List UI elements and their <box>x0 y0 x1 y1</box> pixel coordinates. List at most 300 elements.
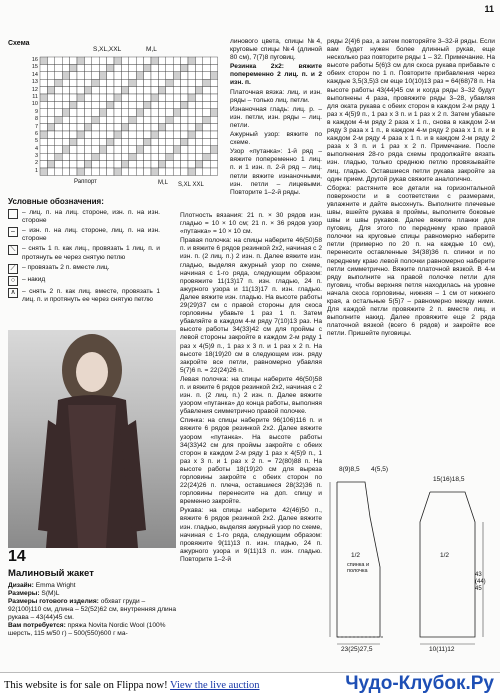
chart-row-number: 8 <box>34 116 38 123</box>
chart-cell <box>107 116 114 123</box>
chart-cell <box>107 94 114 101</box>
diagram-half-right: 1/2 <box>440 552 450 559</box>
chart-cell <box>99 72 106 79</box>
chart-cell <box>166 87 173 94</box>
chart-cell <box>195 101 202 108</box>
chart-cell <box>158 124 165 131</box>
chart-row-number: 11 <box>32 93 38 100</box>
chart-cell <box>55 72 62 79</box>
chart-cell <box>151 146 158 153</box>
chart-cell <box>151 138 158 145</box>
finished-line <box>8 598 178 622</box>
chart-cell <box>99 131 106 138</box>
chart-cell <box>136 116 143 123</box>
chart-cell <box>129 94 136 101</box>
chart-cell <box>203 153 210 160</box>
chart-cell <box>144 64 151 71</box>
chart-cell <box>210 94 217 101</box>
chart-cell <box>47 138 54 145</box>
chart-cell <box>99 153 106 160</box>
page-number: 11 <box>484 4 494 14</box>
chart-cell <box>99 101 106 108</box>
knitting-chart <box>8 40 223 190</box>
chart-cell <box>107 153 114 160</box>
paragraph: Спинка: на спицы наберите 96(106)116 п. и вяжите 6 рядов резинкой 2х2. Далее вяжите узором «путанка». На высоте работы 34(33)42 см для проймы закройте с обеих сторон в каждом 2-м ряду 1 раз х 4(5)9 п., 1 раз х 3 п. и 1 раз х 2 п. = 72(80)88 п. На высоте работы 18(19)20 см для выреза горловины закройте с обеих сторон по 22(24)26 п. плеча, оставшиеся 28(32)36 п. горловины перенесите на доп. спицу и временно закройте. <box>180 417 322 506</box>
chart-cell <box>92 168 99 175</box>
chart-cell <box>121 131 128 138</box>
chart-cell <box>173 138 180 145</box>
chart-cell <box>107 72 114 79</box>
chart-cell <box>203 131 210 138</box>
legend-item <box>8 264 160 274</box>
chart-cell <box>173 64 180 71</box>
chart-cell <box>121 79 128 86</box>
diagram-measure: 45 <box>475 586 482 592</box>
chart-cell <box>121 64 128 71</box>
chart-cell <box>210 124 217 131</box>
chart-cell <box>188 131 195 138</box>
chart-cell <box>92 87 99 94</box>
chart-cell <box>188 87 195 94</box>
chart-row-number: 5 <box>34 138 38 145</box>
chart-cell <box>77 57 84 64</box>
chart-cell <box>166 57 173 64</box>
chart-cell <box>92 124 99 131</box>
chart-cell <box>40 153 47 160</box>
chart-cell <box>114 124 121 131</box>
chart-cell <box>107 168 114 175</box>
chart-cell <box>62 109 69 116</box>
chart-cell <box>47 146 54 153</box>
chart-cell <box>70 168 77 175</box>
chart-cell <box>144 79 151 86</box>
chart-cell <box>114 79 121 86</box>
chart-cell <box>84 57 91 64</box>
chart-cell <box>195 161 202 168</box>
chart-cell <box>77 79 84 86</box>
chart-cell <box>181 57 188 64</box>
chart-cell <box>77 94 84 101</box>
chart-cell <box>55 124 62 131</box>
chart-cell <box>203 64 210 71</box>
chart-cell <box>203 87 210 94</box>
chart-cell <box>203 161 210 168</box>
chart-cell <box>77 153 84 160</box>
chart-cell <box>181 72 188 79</box>
chart-cell <box>173 168 180 175</box>
chart-cell <box>173 79 180 86</box>
chart-row-number: 10 <box>31 101 38 108</box>
chart-cell <box>114 101 121 108</box>
purl-symbol-icon: – <box>8 227 18 237</box>
chart-cell <box>188 138 195 145</box>
chart-cell <box>181 131 188 138</box>
chart-cell <box>181 64 188 71</box>
diagram-bottom-right: 10(11)12 <box>429 646 455 653</box>
chart-cell <box>62 101 69 108</box>
chart-cell <box>70 161 77 168</box>
chart-cell <box>210 161 217 168</box>
chart-cell <box>136 94 143 101</box>
flippa-notice <box>4 680 260 691</box>
project-title: Малиновый жакет <box>8 568 94 579</box>
paragraph: Плотность вязания: 21 п. × 30 рядов изн. гладью = 10 × 10 см; 21 п. × 36 рядов узор «путанка» = 10 × 10 см. <box>180 212 322 236</box>
finished-label: Размеры готового изделия: <box>8 598 99 605</box>
chart-cell <box>92 138 99 145</box>
chart-cell <box>151 101 158 108</box>
legend-title: Условные обозначения: <box>8 197 104 206</box>
chart-cell <box>92 109 99 116</box>
project-number: 14 <box>8 548 26 565</box>
chart-cell <box>151 131 158 138</box>
chart-cell <box>188 124 195 131</box>
chart-cell <box>136 64 143 71</box>
chart-cell <box>129 79 136 86</box>
chart-cell <box>77 124 84 131</box>
yarn-over-icon: ○ <box>8 276 18 286</box>
chart-cell <box>92 161 99 168</box>
chart-cell <box>99 161 106 168</box>
chart-cell <box>158 101 165 108</box>
chart-row-number: 1 <box>34 167 38 174</box>
chart-cell <box>203 57 210 64</box>
chart-cell <box>144 94 151 101</box>
design-label: Дизайн: <box>8 582 34 589</box>
chart-size-m: M,L <box>146 46 157 53</box>
chart-cell <box>181 79 188 86</box>
chart-cell <box>70 64 77 71</box>
chart-cell <box>158 79 165 86</box>
chart-cell <box>188 146 195 153</box>
chart-cell <box>210 168 217 175</box>
chart-cell <box>84 161 91 168</box>
chart-title: Схема <box>8 40 30 47</box>
chart-cell <box>114 57 121 64</box>
chart-cell <box>121 57 128 64</box>
chart-cell <box>77 161 84 168</box>
chart-cell <box>92 57 99 64</box>
chart-cell <box>144 116 151 123</box>
chart-cell <box>136 109 143 116</box>
chart-cell <box>203 101 210 108</box>
chart-cell <box>99 94 106 101</box>
text-column-3 <box>327 38 495 458</box>
chart-cell <box>55 94 62 101</box>
chart-cell <box>55 64 62 71</box>
chart-cell <box>203 116 210 123</box>
needed-label: Вам потребуется: <box>8 622 66 629</box>
chart-cell <box>55 109 62 116</box>
chart-cell <box>84 116 91 123</box>
sizes-line <box>8 590 178 598</box>
chart-cell <box>136 72 143 79</box>
chart-cell <box>166 131 173 138</box>
chart-cell <box>121 124 128 131</box>
chart-row-numbers <box>26 57 38 175</box>
chart-cell <box>151 161 158 168</box>
chart-cell <box>84 153 91 160</box>
chart-cell <box>173 153 180 160</box>
chart-cell <box>188 79 195 86</box>
chart-cell <box>121 161 128 168</box>
chart-cell <box>107 79 114 86</box>
chart-cell <box>47 64 54 71</box>
chart-cell <box>114 146 121 153</box>
chart-cell <box>121 109 128 116</box>
chart-cell <box>47 109 54 116</box>
chart-cell <box>188 101 195 108</box>
sizes-value: S(M)L <box>41 590 60 597</box>
chart-cell <box>144 109 151 116</box>
chart-cell <box>166 116 173 123</box>
chart-cell <box>114 131 121 138</box>
chart-cell <box>77 72 84 79</box>
chart-cell <box>188 116 195 123</box>
chart-cell <box>210 146 217 153</box>
chart-cell <box>210 101 217 108</box>
chart-cell <box>55 57 62 64</box>
chart-cell <box>210 64 217 71</box>
chart-cell <box>47 124 54 131</box>
chart-cell <box>77 146 84 153</box>
chart-cell <box>84 138 91 145</box>
diagram-measure: 43 <box>475 572 482 578</box>
paragraph: Правая полочка: на спицы наберите 46(50)58 п. и вяжите 6 рядов резинкой 2х2, начиная с 2 изн. п. (2 лиц. п.) 2 изн. п. Далее вяжите изн. гладью, выделяя ажурный узор по схеме, начиная с 1-го ряда, следующим образом: провяжите 11(13)17 п. изн. гладью, 24 п. ажурного узора и 11(13)17 п. изн. гладью. Далее вяжите изн. гладью. На высоте работы 29(29)37 см с правой стороны для скоса горловины убавьте 1 раз 1 п. Затем убавляйте в каждом 4-м ряду 7(10)13 раз. На высоте работы 34(33)42 см для проймы с левой стороны закройте в каждом 2-м ряду 1 раз х 4(5)9 п., 1 раз х 3 п. и 1 раз х 2 п. На высоте 18(19)20 см в следующем изн. ряду закройте все петли, равномерно убавляя 5(7)6 п. = 22(24)26 п. <box>180 237 322 374</box>
chart-cell <box>55 87 62 94</box>
chart-cell <box>70 124 77 131</box>
chart-cell <box>158 57 165 64</box>
legend-text: – изн. п. на лиц. стороне, лиц. п. на изн. стороне <box>22 227 160 243</box>
chart-cell <box>70 131 77 138</box>
chart-cell <box>158 109 165 116</box>
chart-cell <box>181 153 188 160</box>
chart-cell <box>129 72 136 79</box>
chart-cell <box>195 72 202 79</box>
chart-cell <box>121 168 128 175</box>
chart-cell <box>181 101 188 108</box>
design-value: Emma Wright <box>35 582 76 589</box>
chart-cell <box>70 109 77 116</box>
chart-cell <box>62 168 69 175</box>
chart-cell <box>121 146 128 153</box>
chart-cell <box>55 138 62 145</box>
chart-cell <box>203 168 210 175</box>
chart-cell <box>62 79 69 86</box>
chart-cell <box>166 153 173 160</box>
chart-cell <box>121 94 128 101</box>
chart-cell <box>166 138 173 145</box>
chart-cell <box>203 109 210 116</box>
chart-cell <box>47 72 54 79</box>
chart-cell <box>99 146 106 153</box>
chart-cell <box>40 72 47 79</box>
chart-row-number: 14 <box>31 71 38 78</box>
chart-cell <box>107 101 114 108</box>
chart-cell <box>188 168 195 175</box>
chart-cell <box>47 57 54 64</box>
chart-row-number: 6 <box>34 130 38 137</box>
sale-banner <box>0 672 500 700</box>
chart-cell <box>129 116 136 123</box>
chart-cell <box>136 87 143 94</box>
chart-cell <box>151 72 158 79</box>
chart-cell <box>195 57 202 64</box>
chart-cell <box>173 87 180 94</box>
chart-cell <box>136 131 143 138</box>
chart-cell <box>195 153 202 160</box>
model-photo <box>8 330 176 548</box>
chart-cell <box>92 101 99 108</box>
chart-cell <box>40 124 47 131</box>
chart-cell <box>188 109 195 116</box>
paragraph: Сборка: растяните все детали на горизонтальной поверхности и в соответствии с размерами, увлажните и дайте высохнуть. Выполните плечевые швы, вшейте рукава в проймы, выполните боковые швы и швы рукавов. Далее вяжите планки для пуговиц. Для этого по переднему краю правой полочки на круговые спицы равномерно наберите петли (примерно по 20 п. на каждые 10 см), перенесите оставленные 34(38)36 п. спинки и по переднему краю левой полочки равномерно наберите петли симметрично. Вяжите платочной вязкой. В 4-м ряду выполните на правой полочке петли для пуговиц, чтобы верхняя петля находилась на уровне начала скоса горловины, нижняя – 1 см от нижнего края, а остальные 5(5)7 – равномерно между ними. Для каждой петли провяжите 2 п. вместе лиц. и выполните накид. Далее провяжите еще 2 ряда платочной вязкой (всего 6 рядов) и закройте все петли. Пришейте пуговицы. <box>327 184 495 338</box>
chart-cell <box>92 94 99 101</box>
chart-cell <box>70 138 77 145</box>
text-column-2-top <box>230 38 322 210</box>
paragraph: Изнаночная гладь: лиц. р. – изн. петли, изн. ряды – лиц. петли. <box>230 105 322 129</box>
chart-cell <box>62 64 69 71</box>
chart-cell <box>40 87 47 94</box>
chart-cell <box>47 168 54 175</box>
chart-cell <box>121 101 128 108</box>
chart-cell <box>107 124 114 131</box>
chart-cell <box>121 138 128 145</box>
chart-cell <box>55 101 62 108</box>
chart-cell <box>166 64 173 71</box>
chart-cell <box>129 87 136 94</box>
chart-cell <box>173 101 180 108</box>
chart-cell <box>77 138 84 145</box>
chart-cell <box>129 146 136 153</box>
chart-cell <box>144 161 151 168</box>
chart-row-number: 12 <box>31 86 38 93</box>
chart-cell <box>40 79 47 86</box>
chart-cell <box>62 138 69 145</box>
chart-cell <box>136 146 143 153</box>
chart-cell <box>181 94 188 101</box>
chart-cell <box>158 131 165 138</box>
chart-cell <box>40 57 47 64</box>
chart-bottom-label: Раппорт <box>74 179 97 185</box>
chart-cell <box>181 168 188 175</box>
needed-line <box>8 622 178 638</box>
chart-cell <box>136 153 143 160</box>
chart-row-number: 2 <box>34 160 38 167</box>
chart-cell <box>210 109 217 116</box>
chart-cell <box>99 109 106 116</box>
chart-cell <box>181 109 188 116</box>
chart-cell <box>151 168 158 175</box>
chart-cell <box>92 64 99 71</box>
chart-size-top: S,XL,XXL <box>93 46 122 53</box>
chart-cell <box>144 168 151 175</box>
chart-cell <box>114 153 121 160</box>
legend <box>8 196 160 331</box>
legend-text: – провязать 2 п. вместе лиц. <box>22 263 110 271</box>
chart-cell <box>92 79 99 86</box>
live-auction-link[interactable]: View the live auction <box>170 680 260 691</box>
chart-cell <box>158 64 165 71</box>
chart-cell <box>166 79 173 86</box>
chart-cell <box>47 79 54 86</box>
paragraph: линового цвета, спицы №4, круговые спицы №4 (длиной 80 см), 7(7)8 пуговиц. <box>230 38 322 62</box>
chart-cell <box>181 161 188 168</box>
chart-cell <box>77 64 84 71</box>
chart-cell <box>151 109 158 116</box>
chart-cell <box>210 138 217 145</box>
paragraph: Левая полочка: на спицы наберите 46(50)58 п. и вяжите 6 рядов резинкой 2х2, начиная с 2 изн. п. (2 лиц. п.) 2 изн. п. Далее вяжите узором «путанка» до конца работы, выполняя убавления симметрично правой полочке. <box>180 375 322 416</box>
chart-cell <box>114 94 121 101</box>
chart-cell <box>70 79 77 86</box>
chart-cell <box>210 116 217 123</box>
chart-cell <box>151 57 158 64</box>
legend-text: – лиц. п. на лиц. стороне, изн. п. на изн. стороне <box>22 209 160 225</box>
chart-cell <box>158 72 165 79</box>
chart-cell <box>107 146 114 153</box>
chart-cell <box>77 131 84 138</box>
double-decrease-icon: ∧ <box>8 288 18 298</box>
chart-cell <box>144 57 151 64</box>
chart-cell <box>40 168 47 175</box>
chart-cell <box>195 124 202 131</box>
chart-cell <box>62 57 69 64</box>
chart-cell <box>121 87 128 94</box>
chart-cell <box>114 138 121 145</box>
chart-cell <box>62 87 69 94</box>
chart-cell <box>99 79 106 86</box>
chart-cell <box>151 116 158 123</box>
chart-cell <box>181 124 188 131</box>
chart-cell <box>136 57 143 64</box>
chart-cell <box>173 116 180 123</box>
chart-cell <box>210 57 217 64</box>
chart-cell <box>129 168 136 175</box>
chart-cell <box>121 153 128 160</box>
chart-cell <box>195 116 202 123</box>
chart-cell <box>47 153 54 160</box>
chart-cell <box>181 87 188 94</box>
chart-cell <box>173 124 180 131</box>
chart-cell <box>144 124 151 131</box>
chart-cell <box>136 124 143 131</box>
chart-cell <box>99 124 106 131</box>
chart-cell <box>40 116 47 123</box>
diagram-top-mid: 4(5,5) <box>371 466 388 473</box>
chart-bottom-sizes: S,XL XXL <box>178 182 204 188</box>
chart-cell <box>99 138 106 145</box>
needed-value: пряжа Novita Nordic Wool (100% шерсть, 115 м/50 г) – 500(550)600 г ма- <box>8 622 166 637</box>
chart-cell <box>77 109 84 116</box>
chart-cell <box>166 101 173 108</box>
chart-cell <box>144 138 151 145</box>
chart-cell <box>47 101 54 108</box>
chart-cell <box>158 94 165 101</box>
chart-cell <box>62 131 69 138</box>
chart-grid <box>8 40 223 190</box>
chart-cell <box>166 124 173 131</box>
chart-cell <box>129 153 136 160</box>
chart-row-number: 7 <box>34 123 38 130</box>
chart-cell <box>84 131 91 138</box>
chart-cell <box>99 168 106 175</box>
chart-cell <box>136 79 143 86</box>
chart-cell <box>55 153 62 160</box>
chart-cell <box>84 109 91 116</box>
paragraph: Узор «путанка»: 1-й ряд – вяжите попеременно 1 лиц. п. и 1 изн. п. 2-й ряд – лиц. петли вяжите изнаночными, изн. петли – лицевыми. Повторите 1–2-й ряды. <box>230 148 322 196</box>
chart-cell <box>129 161 136 168</box>
legend-text: – снять 1 п. как лиц., провязать 1 лиц. п. и протянуть ее через снятую петлю <box>22 245 160 261</box>
chart-cell <box>55 131 62 138</box>
